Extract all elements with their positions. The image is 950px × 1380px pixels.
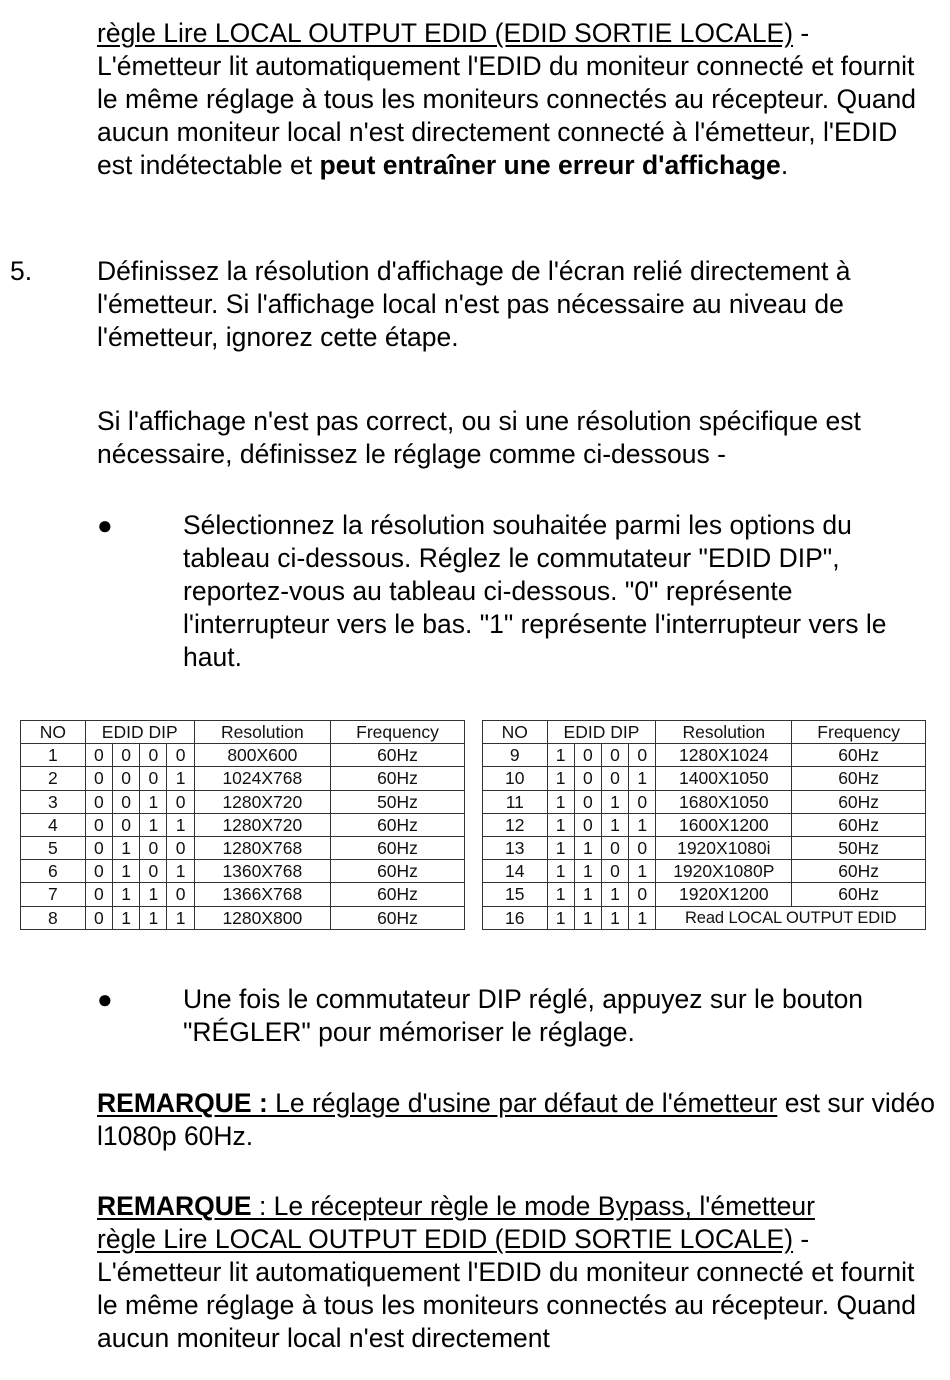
cell-dip-4: 1 bbox=[629, 813, 656, 836]
cell-dip-2: 0 bbox=[112, 744, 139, 767]
cell-dip-2: 0 bbox=[112, 790, 139, 813]
cell-dip-1: 0 bbox=[85, 744, 112, 767]
cell-dip-1: 0 bbox=[85, 860, 112, 883]
cell-resolution: 1600X1200 bbox=[656, 813, 792, 836]
note-label: REMARQUE bbox=[97, 1191, 252, 1221]
note-bypass-mode: REMARQUE : Le récepteur règle le mode Bypass, l'émetteur règle Lire LOCAL OUTPUT EDID (EDID SORTIE LOCALE) - L'émetteur lit automatiquement l'EDID du moniteur connecté et fournit le même réglage à tous les moniteurs connectés au récepteur. Quand aucun moniteur local n'est directement bbox=[97, 1191, 917, 1353]
step-number: 5. bbox=[10, 256, 33, 286]
cell-dip-2: 0 bbox=[574, 790, 601, 813]
cell-dip-3: 0 bbox=[140, 836, 167, 859]
table-row bbox=[21, 860, 465, 883]
cell-no: 13 bbox=[483, 836, 548, 859]
display-error-warning: peut entraîner une erreur d'affichage bbox=[319, 150, 781, 180]
cell-resolution: 800X600 bbox=[194, 744, 330, 767]
cell-dip-1: 0 bbox=[85, 790, 112, 813]
cell-resolution: 1280X768 bbox=[194, 836, 330, 859]
cell-frequency: 60Hz bbox=[792, 790, 926, 813]
cell-dip-4: 1 bbox=[167, 906, 194, 929]
cell-dip-3: 1 bbox=[140, 883, 167, 906]
cell-no: 7 bbox=[21, 883, 86, 906]
cell-dip-3: 1 bbox=[601, 906, 628, 929]
cell-dip-3: 1 bbox=[601, 883, 628, 906]
cell-resolution: 1280X720 bbox=[194, 790, 330, 813]
header-resolution: Resolution bbox=[656, 721, 792, 744]
cell-dip-4: 0 bbox=[167, 883, 194, 906]
bullet-press-set: Une fois le commutateur DIP réglé, appuyez sur le bouton "RÉGLER" pour mémoriser le réglage. bbox=[183, 984, 864, 1047]
cell-dip-2: 1 bbox=[112, 836, 139, 859]
header-edid-dip: EDID DIP bbox=[85, 721, 194, 744]
cell-resolution: 1920X1080i bbox=[656, 836, 792, 859]
table-row bbox=[483, 906, 926, 929]
cell-frequency: 60Hz bbox=[330, 860, 464, 883]
cell-frequency: 50Hz bbox=[792, 836, 926, 859]
cell-dip-4: 1 bbox=[167, 860, 194, 883]
bullet-select-resolution: Sélectionnez la résolution souhaitée parmi les options du tableau ci-dessous. Réglez le commutateur "EDID DIP", reportez-vous au tableau ci-dessous. "0" représente l'interrupteur vers le bas. "1" représente l'interrupteur vers le haut. bbox=[183, 510, 887, 672]
cell-resolution: 1920X1200 bbox=[656, 883, 792, 906]
cell-no: 8 bbox=[21, 906, 86, 929]
cell-frequency: 50Hz bbox=[330, 790, 464, 813]
cell-dip-2: 0 bbox=[574, 813, 601, 836]
header-no: NO bbox=[483, 721, 548, 744]
table-row bbox=[483, 767, 926, 790]
cell-dip-1: 1 bbox=[547, 790, 574, 813]
cell-frequency: 60Hz bbox=[330, 744, 464, 767]
table-row bbox=[483, 836, 926, 859]
cell-dip-1: 1 bbox=[547, 860, 574, 883]
cell-dip-4: 1 bbox=[629, 860, 656, 883]
cell-frequency: 60Hz bbox=[792, 860, 926, 883]
cell-frequency: 60Hz bbox=[792, 744, 926, 767]
cell-dip-1: 1 bbox=[547, 744, 574, 767]
cell-dip-4: 1 bbox=[629, 906, 656, 929]
cell-dip-2: 1 bbox=[574, 883, 601, 906]
cell-dip-1: 1 bbox=[547, 767, 574, 790]
cell-frequency: 60Hz bbox=[330, 767, 464, 790]
cell-frequency: 60Hz bbox=[792, 813, 926, 836]
table-header-row bbox=[21, 721, 465, 744]
cell-dip-2: 1 bbox=[112, 860, 139, 883]
cell-dip-3: 0 bbox=[601, 836, 628, 859]
cell-frequency: 60Hz bbox=[330, 813, 464, 836]
table-row bbox=[21, 836, 465, 859]
cell-resolution: Read LOCAL OUTPUT EDID bbox=[656, 906, 926, 929]
header-no: NO bbox=[21, 721, 86, 744]
cell-dip-4: 0 bbox=[629, 790, 656, 813]
cell-dip-4: 0 bbox=[629, 836, 656, 859]
note-label: REMARQUE : bbox=[97, 1088, 268, 1118]
cell-dip-1: 1 bbox=[547, 813, 574, 836]
cell-dip-2: 0 bbox=[112, 767, 139, 790]
cell-no: 11 bbox=[483, 790, 548, 813]
cell-dip-4: 0 bbox=[167, 836, 194, 859]
cell-frequency: 60Hz bbox=[792, 767, 926, 790]
cell-no: 3 bbox=[21, 790, 86, 813]
cell-dip-4: 1 bbox=[629, 767, 656, 790]
cell-frequency: 60Hz bbox=[792, 883, 926, 906]
cell-resolution: 1920X1080P bbox=[656, 860, 792, 883]
cell-resolution: 1280X720 bbox=[194, 813, 330, 836]
cell-dip-1: 0 bbox=[85, 883, 112, 906]
cell-no: 2 bbox=[21, 767, 86, 790]
cell-dip-2: 0 bbox=[574, 744, 601, 767]
cell-dip-3: 0 bbox=[601, 767, 628, 790]
cell-resolution: 1400X1050 bbox=[656, 767, 792, 790]
cell-dip-4: 0 bbox=[629, 883, 656, 906]
cell-dip-2: 1 bbox=[574, 906, 601, 929]
cell-dip-3: 0 bbox=[601, 860, 628, 883]
cell-dip-1: 0 bbox=[85, 836, 112, 859]
cell-dip-1: 0 bbox=[85, 813, 112, 836]
cell-dip-3: 1 bbox=[140, 813, 167, 836]
cell-resolution: 1280X800 bbox=[194, 906, 330, 929]
table-header-row bbox=[483, 721, 926, 744]
cell-dip-2: 1 bbox=[574, 860, 601, 883]
cell-no: 16 bbox=[483, 906, 548, 929]
table-row bbox=[21, 906, 465, 929]
table-row bbox=[483, 813, 926, 836]
header-edid-dip: EDID DIP bbox=[547, 721, 656, 744]
cell-no: 12 bbox=[483, 813, 548, 836]
cell-no: 5 bbox=[21, 836, 86, 859]
cell-frequency: 60Hz bbox=[330, 906, 464, 929]
cell-dip-3: 0 bbox=[140, 767, 167, 790]
cell-dip-1: 1 bbox=[547, 883, 574, 906]
cell-resolution: 1360X768 bbox=[194, 860, 330, 883]
cell-dip-3: 0 bbox=[140, 744, 167, 767]
table-row bbox=[483, 883, 926, 906]
table-row bbox=[483, 790, 926, 813]
cell-dip-3: 0 bbox=[601, 744, 628, 767]
cell-no: 9 bbox=[483, 744, 548, 767]
cell-frequency: 60Hz bbox=[330, 883, 464, 906]
bullet-icon: ● bbox=[97, 984, 113, 1014]
cell-dip-2: 1 bbox=[112, 906, 139, 929]
instruction-paragraph: Si l'affichage n'est pas correct, ou si une résolution spécifique est nécessaire, définissez le réglage comme ci-dessous - bbox=[97, 406, 861, 469]
header-resolution: Resolution bbox=[194, 721, 330, 744]
cell-no: 6 bbox=[21, 860, 86, 883]
cell-dip-2: 0 bbox=[112, 813, 139, 836]
table-row bbox=[21, 744, 465, 767]
table-row bbox=[21, 813, 465, 836]
cell-dip-3: 1 bbox=[601, 813, 628, 836]
cell-dip-2: 1 bbox=[112, 883, 139, 906]
cell-dip-4: 0 bbox=[167, 744, 194, 767]
table-row bbox=[483, 744, 926, 767]
table-row bbox=[21, 790, 465, 813]
cell-dip-3: 1 bbox=[601, 790, 628, 813]
table-row bbox=[483, 860, 926, 883]
cell-dip-4: 0 bbox=[629, 744, 656, 767]
cell-dip-3: 0 bbox=[140, 860, 167, 883]
cell-resolution: 1366X768 bbox=[194, 883, 330, 906]
note-factory-default: REMARQUE : Le réglage d'usine par défaut de l'émetteur est sur vidéo l1080p 60Hz. bbox=[97, 1088, 935, 1151]
header-frequency: Frequency bbox=[792, 721, 926, 744]
cell-dip-1: 1 bbox=[547, 906, 574, 929]
step-5-text: Définissez la résolution d'affichage de l'écran relié directement à l'émetteur. Si l'affichage local n'est pas nécessaire au niveau de l'émetteur, ignorez cette étape. bbox=[97, 256, 851, 352]
header-frequency: Frequency bbox=[330, 721, 464, 744]
cell-no: 14 bbox=[483, 860, 548, 883]
cell-dip-1: 0 bbox=[85, 767, 112, 790]
edid-dip-table-right bbox=[482, 720, 926, 930]
bullet-icon: ● bbox=[97, 510, 113, 540]
cell-dip-4: 1 bbox=[167, 813, 194, 836]
edid-dip-table-left bbox=[20, 720, 465, 930]
cell-dip-1: 1 bbox=[547, 836, 574, 859]
table-row bbox=[21, 767, 465, 790]
cell-no: 1 bbox=[21, 744, 86, 767]
cell-no: 10 bbox=[483, 767, 548, 790]
table-row bbox=[21, 883, 465, 906]
cell-dip-3: 1 bbox=[140, 906, 167, 929]
cell-no: 15 bbox=[483, 883, 548, 906]
intro-body: L'émetteur lit automatiquement l'EDID du moniteur connecté et fournit le même réglage à tous les moniteurs connectés au récepteur. Quand aucun moniteur local n'est directement connecté à l'émetteur, l'EDID est indétectable et bbox=[97, 51, 917, 180]
cell-dip-3: 1 bbox=[140, 790, 167, 813]
cell-dip-4: 1 bbox=[167, 767, 194, 790]
cell-resolution: 1024X768 bbox=[194, 767, 330, 790]
edid-read-local-label: règle Lire LOCAL OUTPUT EDID (EDID SORTIE LOCALE) bbox=[97, 18, 794, 48]
cell-dip-4: 0 bbox=[167, 790, 194, 813]
cell-frequency: 60Hz bbox=[330, 836, 464, 859]
cell-resolution: 1280X1024 bbox=[656, 744, 792, 767]
cell-no: 4 bbox=[21, 813, 86, 836]
cell-dip-2: 1 bbox=[574, 836, 601, 859]
cell-resolution: 1680X1050 bbox=[656, 790, 792, 813]
cell-dip-2: 0 bbox=[574, 767, 601, 790]
cell-dip-1: 0 bbox=[85, 906, 112, 929]
intro-paragraph: règle Lire LOCAL OUTPUT EDID (EDID SORTIE LOCALE) - L'émetteur lit automatiquement l'EDID du moniteur connecté et fournit le même réglage à tous les moniteurs connectés au récepteur. Quand aucun moniteur local n'est directement connecté à l'émetteur, l'EDID est indétectable et peut entraîner une erreur d'affichage. bbox=[97, 18, 917, 180]
